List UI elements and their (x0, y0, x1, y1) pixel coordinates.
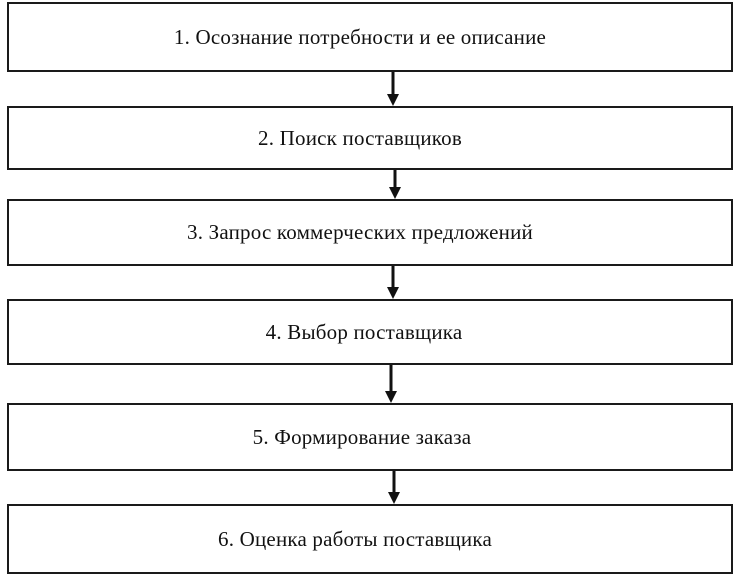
arrow-1-to-2 (387, 72, 399, 106)
arrow-3-to-4 (387, 266, 399, 299)
step-box-1 (7, 2, 733, 72)
step-label-1: 1. Осознание потребности и ее описание (173, 24, 547, 49)
arrow-5-to-6 (388, 471, 400, 504)
step-box-2 (7, 106, 733, 170)
step-box-5 (7, 403, 733, 471)
step-label-6: 6. Оценка работы поставщика (218, 526, 492, 551)
step-label-5: 5. Формирование заказа (252, 424, 472, 449)
step-label-4: 4. Выбор поставщика (265, 319, 463, 344)
step-label-3: 3. Запрос коммерческих предложений (187, 220, 533, 244)
step-box-4 (7, 299, 733, 365)
arrow-2-to-3 (389, 170, 401, 199)
step-label-2: 2. Поиск поставщиков (258, 125, 462, 150)
arrow-4-to-5 (385, 365, 397, 403)
step-box-3 (7, 199, 733, 266)
step-box-6 (7, 504, 733, 574)
